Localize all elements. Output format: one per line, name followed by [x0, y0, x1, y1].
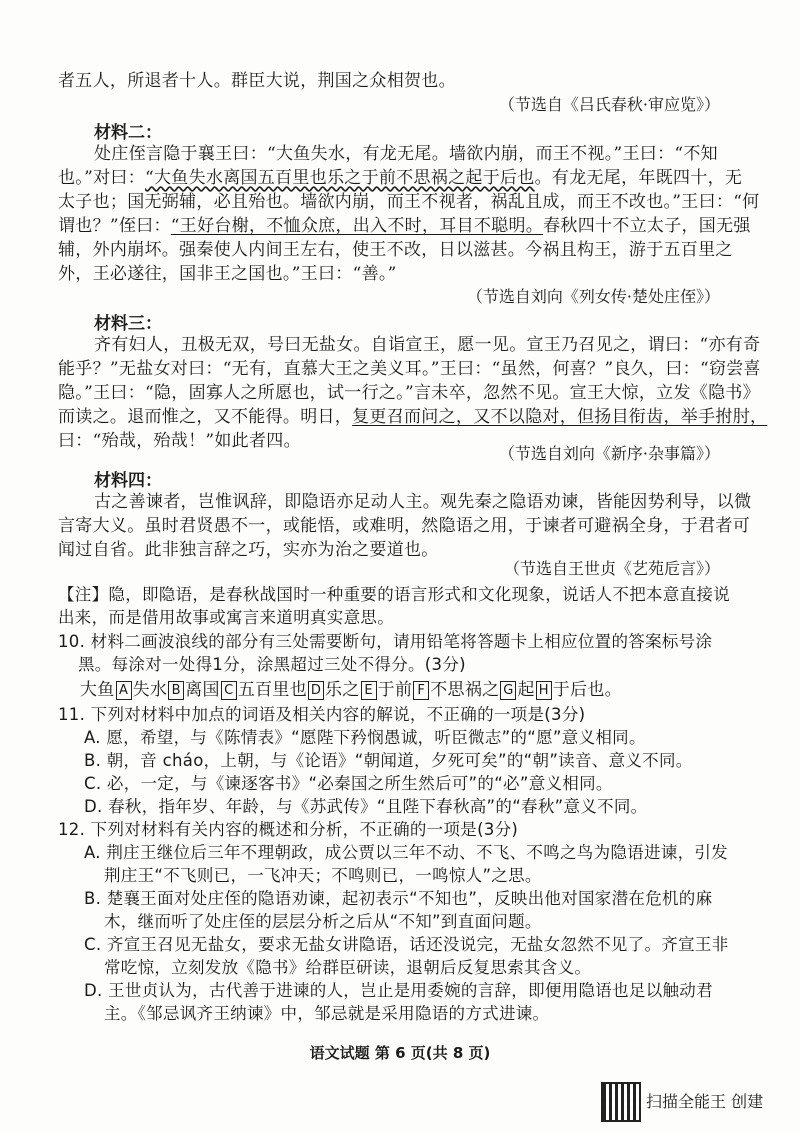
text-line: 齐有妇人，丑极无双，号曰无盐女。自诣宣王，愿一见。宣王乃召见之，谓曰：“亦有奇: [94, 335, 761, 355]
option-a: A. 荆庄王继位后三年不理朝政，成公贾以三年不动、不飞、不鸣之鸟为隐语进谏，引发: [84, 843, 728, 862]
option-c-cont: 常吃惊，立刻发放《隐书》给群臣研读，退朝后反复思索其含义。: [104, 958, 592, 977]
text-line: 外，王必遂往，国非王之国也。”王曰：“善。”: [58, 264, 397, 284]
section-heading: 材料二：: [94, 123, 162, 143]
answer-box[interactable]: A: [116, 681, 132, 700]
answer-box[interactable]: D: [308, 681, 324, 700]
text-line: 谓也？”侄曰：“王好台榭，不恤众庶，出入不时，耳目不聪明。春秋四十不立太子，国无强: [58, 216, 751, 236]
answer-box[interactable]: G: [500, 681, 516, 700]
question-10: 10. 材料二画波浪线的部分有三处需要断句，请用铅笔将答题卡上相应位置的答案标号涂: [58, 632, 713, 651]
underlined-passage: 复更召而问之，又不以隐对，但扬目衔齿，举手拊肘，: [352, 407, 768, 427]
option-c: C. 必，一定，与《谏逐客书》“必秦国之所生然后可”的“必”意义相同。: [84, 774, 613, 793]
option-b: B. 朝，音 cháo，上朝，与《论语》“朝闻道，夕死可矣”的“朝”读音、意义不同。: [84, 751, 693, 770]
option-d: D. 春秋，指年岁、年龄，与《苏武传》“且陛下春秋高”的“春秋”意义不同。: [84, 797, 648, 816]
text-line: 闻过自省。此非独言辞之巧，实亦为治之要道也。: [58, 540, 439, 560]
question-11: 11. 下列对材料中加点的词语及相关内容的解说，不正确的一项是(3分): [58, 705, 586, 724]
option-d: D. 王世贞认为，古代善于进谏的人，岂止是用委婉的言辞，即便用隐语也足以触动君: [84, 981, 713, 1000]
option-b-cont: 木，继而听了处庄侄的层层分析之后从“不知”到直面问题。: [104, 912, 542, 931]
text-line: 太子也；国无弼辅，必且殆也。墙欲内崩，而王不视者，祸乱且成，而王不改也。”王曰：“何: [58, 192, 760, 212]
text-line: 而读之。退而惟之，又不能得。明日，复更召而问之，又不以隐对，但扬目衔齿，举手拊肘，: [58, 407, 768, 427]
source-citation: （节选自刘向《列女传·楚处庄侄》）: [466, 287, 720, 306]
text-line: 言寄大义。虽时君贤愚不一，或能悟，或难明，然隐语之用，于谏者可避祸全身，于君者可: [58, 516, 750, 536]
option-a: A. 愿，希望，与《陈情表》“愿陛下矜悯愚诚，听臣微志”的“愿”意义相同。: [84, 728, 646, 747]
answer-box[interactable]: E: [361, 681, 377, 700]
text-line: 曰：“殆哉，殆哉！”如此者四。: [58, 431, 301, 451]
source-citation: （节选自王世贞《艺苑卮言》）: [503, 559, 720, 578]
qr-code-icon: [601, 1082, 641, 1122]
text-line: 古之善谏者，岂惟讽辞，即隐语亦足动人主。观先秦之隐语劝谏，皆能因势利导，以微: [94, 492, 752, 512]
text-line: 处庄侄言隐于襄王曰：“大鱼失水，有龙无尾。墙欲内崩，而王不视。”王曰：“不知: [94, 144, 718, 164]
text-line: 能乎？”无盐女对曰：“无有，直慕大王之美义耳。”王曰：“虽然，何喜？”良久，曰：“窃尝喜: [58, 359, 761, 379]
note-line: 出来，而是借用故事或寓言来道明真实意思。: [58, 608, 394, 627]
page-footer: 语文试题 第 6 页(共 8 页): [309, 1044, 491, 1062]
note-line: 【注】隐，即隐语，是春秋战国时一种重要的语言形式和文化现象，说话人不把本意直接说: [58, 585, 730, 604]
scanner-watermark: 扫描全能王 创建: [646, 1092, 764, 1111]
text-line: 辅，外内崩坏。强秦使人内间王左右，使王不改，日以滋甚。今祸且构王，游于五百里之: [58, 240, 733, 260]
answer-box[interactable]: B: [168, 681, 184, 700]
option-a-cont: 荆庄王“不飞则已，一飞冲天；不鸣则已，一鸣惊人”之思。: [104, 866, 542, 885]
source-citation: （节选自《吕氏春秋·审应览》）: [498, 95, 720, 114]
option-d-cont: 主。《邹忌讽齐王纳谏》中，邹忌就是采用隐语的方式进谏。: [104, 1004, 550, 1023]
question-10-cont: 黑。每涂对一处得1分，涂黑超过三处不得分。(3分): [78, 655, 466, 674]
text-line: 也。”对曰：“大鱼失水离国五百里也乐之于前不思祸之起于后也。有龙无尾，年既四十，无: [58, 168, 743, 188]
answer-box[interactable]: H: [536, 681, 552, 700]
answer-options-row: 大鱼 A 失水 B 离国 C 五百里也 D 乐之 E 于前 F 不思祸之 G 起 H 于后也。: [80, 680, 622, 700]
source-citation: （节选自刘向《新序·杂事篇》）: [498, 444, 720, 463]
wavy-underlined-passage: “大鱼失水离国五百里也乐之于前不思祸之起于后也: [145, 168, 535, 188]
answer-box[interactable]: F: [413, 681, 429, 700]
question-12: 12. 下列对材料有关内容的概述和分析，不正确的一项是(3分): [58, 820, 519, 839]
option-c: C. 齐宣王召见无盐女，要求无盐女讲隐语，话还没说完，无盐女忽然不见了。齐宣王非: [84, 935, 729, 954]
text-line: 者五人，所退者十人。群臣大说，荆国之众相贺也。: [58, 71, 456, 91]
section-heading: 材料四：: [94, 471, 162, 491]
answer-box[interactable]: C: [221, 681, 237, 700]
option-b: B. 楚襄王面对处庄侄的隐语劝谏，起初表示“不知也”，反映出他对国家潜在危机的麻: [84, 889, 713, 908]
underlined-passage: “王好台榭，不恤众庶，出入不时，耳目不聪明。: [170, 216, 544, 236]
text-line: 隐。”王曰：“隐，固寡人之所愿也，试一行之。”言未卒，忽然不见。宣王大惊，立发《隐书》: [58, 383, 760, 403]
section-heading: 材料三：: [94, 314, 162, 334]
